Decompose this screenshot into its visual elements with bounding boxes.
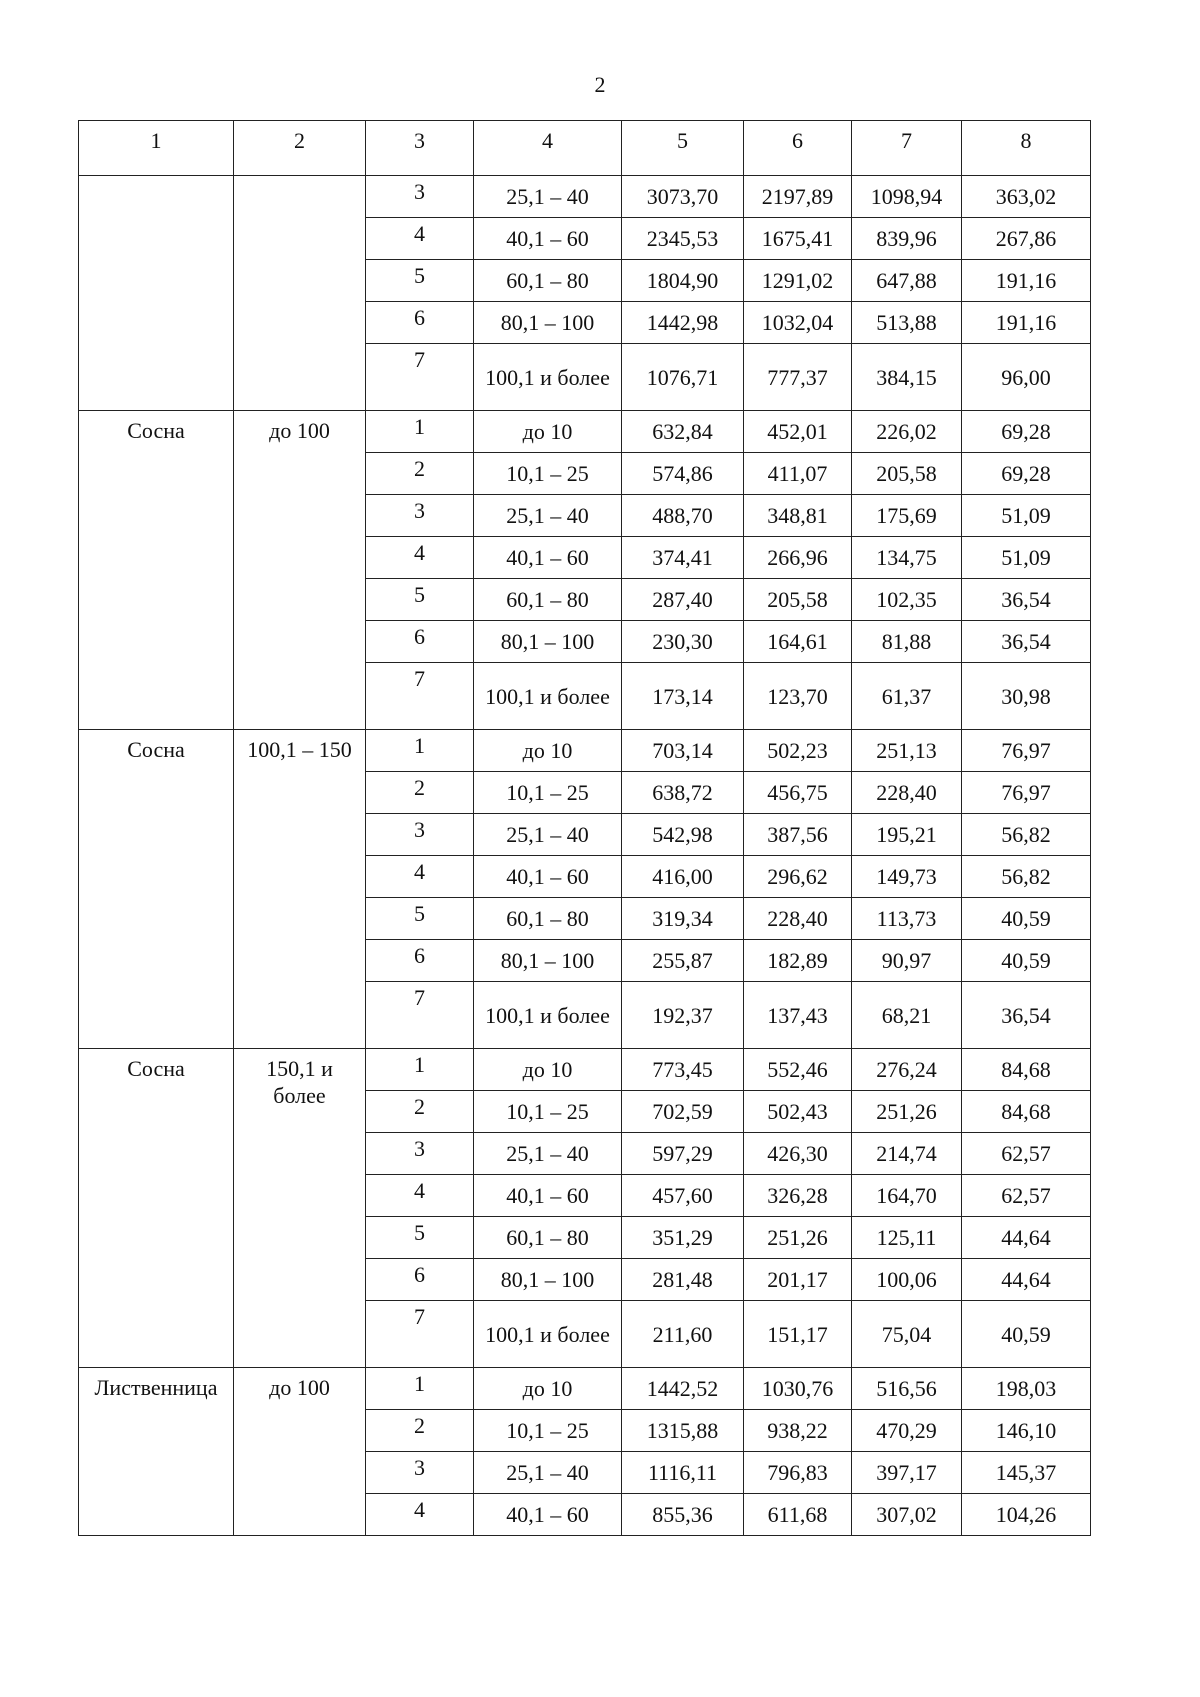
- age-cell: до 100: [234, 1368, 366, 1536]
- class-number-cell: 1: [366, 1368, 474, 1410]
- value-cell-8: 198,03: [962, 1368, 1091, 1410]
- value-cell-8: 51,09: [962, 495, 1091, 537]
- range-cell: до 10: [474, 1049, 622, 1091]
- value-cell-7: 647,88: [852, 260, 962, 302]
- value-cell-8: 84,68: [962, 1049, 1091, 1091]
- value-cell-8: 191,16: [962, 302, 1091, 344]
- table-header-row: [79, 121, 1091, 176]
- value-cell-6: 552,46: [744, 1049, 852, 1091]
- value-cell-8: 62,57: [962, 1133, 1091, 1175]
- value-cell-8: 145,37: [962, 1452, 1091, 1494]
- value-cell-7: 470,29: [852, 1410, 962, 1452]
- class-number-cell: 5: [366, 579, 474, 621]
- class-number-cell: 6: [366, 940, 474, 982]
- table-row: [79, 411, 1091, 453]
- range-cell: 40,1 – 60: [474, 218, 622, 260]
- range-cell: 80,1 – 100: [474, 940, 622, 982]
- value-cell-6: 228,40: [744, 898, 852, 940]
- range-cell: 10,1 – 25: [474, 1091, 622, 1133]
- class-number-cell: 3: [366, 1452, 474, 1494]
- value-cell-6: 777,37: [744, 344, 852, 411]
- value-cell-7: 513,88: [852, 302, 962, 344]
- value-cell-6: 296,62: [744, 856, 852, 898]
- value-cell-5: 1442,98: [622, 302, 744, 344]
- range-cell: 10,1 – 25: [474, 772, 622, 814]
- range-cell: 100,1 и более: [474, 344, 622, 411]
- value-cell-7: 251,13: [852, 730, 962, 772]
- value-cell-6: 205,58: [744, 579, 852, 621]
- table-row: [79, 730, 1091, 772]
- range-cell: 40,1 – 60: [474, 537, 622, 579]
- header-cell: 2: [234, 121, 366, 176]
- value-cell-7: 102,35: [852, 579, 962, 621]
- value-cell-5: 488,70: [622, 495, 744, 537]
- value-cell-5: 255,87: [622, 940, 744, 982]
- value-cell-5: 1116,11: [622, 1452, 744, 1494]
- value-cell-6: 1030,76: [744, 1368, 852, 1410]
- value-cell-6: 348,81: [744, 495, 852, 537]
- value-cell-6: 266,96: [744, 537, 852, 579]
- value-cell-8: 267,86: [962, 218, 1091, 260]
- class-number-cell: 7: [366, 1301, 474, 1368]
- species-cell: Сосна: [79, 1049, 234, 1368]
- header-cell: 4: [474, 121, 622, 176]
- value-cell-7: 307,02: [852, 1494, 962, 1536]
- value-cell-5: 702,59: [622, 1091, 744, 1133]
- value-cell-8: 40,59: [962, 1301, 1091, 1368]
- value-cell-5: 374,41: [622, 537, 744, 579]
- value-cell-6: 411,07: [744, 453, 852, 495]
- range-cell: 40,1 – 60: [474, 856, 622, 898]
- value-cell-7: 125,11: [852, 1217, 962, 1259]
- value-cell-8: 76,97: [962, 772, 1091, 814]
- class-number-cell: 4: [366, 856, 474, 898]
- value-cell-7: 134,75: [852, 537, 962, 579]
- value-cell-8: 56,82: [962, 856, 1091, 898]
- page-number: 2: [594, 72, 606, 97]
- header-cell: 1: [79, 121, 234, 176]
- range-cell: 60,1 – 80: [474, 1217, 622, 1259]
- value-cell-8: 363,02: [962, 176, 1091, 218]
- value-cell-5: 173,14: [622, 663, 744, 730]
- value-cell-6: 1291,02: [744, 260, 852, 302]
- class-number-cell: 6: [366, 621, 474, 663]
- value-cell-8: 96,00: [962, 344, 1091, 411]
- price-table: [78, 120, 1091, 1536]
- table-row: [79, 1368, 1091, 1410]
- value-cell-5: 457,60: [622, 1175, 744, 1217]
- value-cell-5: 597,29: [622, 1133, 744, 1175]
- value-cell-7: 205,58: [852, 453, 962, 495]
- value-cell-8: 146,10: [962, 1410, 1091, 1452]
- species-cell: Сосна: [79, 730, 234, 1049]
- range-cell: 100,1 и более: [474, 982, 622, 1049]
- value-cell-6: 164,61: [744, 621, 852, 663]
- species-cell: [79, 176, 234, 411]
- value-cell-7: 90,97: [852, 940, 962, 982]
- value-cell-7: 113,73: [852, 898, 962, 940]
- value-cell-6: 796,83: [744, 1452, 852, 1494]
- value-cell-8: 44,64: [962, 1259, 1091, 1301]
- class-number-cell: 4: [366, 1175, 474, 1217]
- value-cell-5: 1442,52: [622, 1368, 744, 1410]
- value-cell-7: 226,02: [852, 411, 962, 453]
- range-cell: до 10: [474, 411, 622, 453]
- range-cell: 80,1 – 100: [474, 1259, 622, 1301]
- range-cell: 100,1 и более: [474, 663, 622, 730]
- value-cell-6: 1032,04: [744, 302, 852, 344]
- value-cell-7: 276,24: [852, 1049, 962, 1091]
- value-cell-7: 149,73: [852, 856, 962, 898]
- class-number-cell: 2: [366, 772, 474, 814]
- species-cell: Сосна: [79, 411, 234, 730]
- range-cell: 80,1 – 100: [474, 302, 622, 344]
- age-cell: [234, 176, 366, 411]
- class-number-cell: 2: [366, 1091, 474, 1133]
- range-cell: 25,1 – 40: [474, 495, 622, 537]
- value-cell-5: 416,00: [622, 856, 744, 898]
- value-cell-7: 397,17: [852, 1452, 962, 1494]
- value-cell-6: 502,43: [744, 1091, 852, 1133]
- value-cell-8: 51,09: [962, 537, 1091, 579]
- value-cell-7: 175,69: [852, 495, 962, 537]
- range-cell: 100,1 и более: [474, 1301, 622, 1368]
- value-cell-8: 84,68: [962, 1091, 1091, 1133]
- header-cell: 8: [962, 121, 1091, 176]
- value-cell-6: 251,26: [744, 1217, 852, 1259]
- value-cell-5: 2345,53: [622, 218, 744, 260]
- value-cell-7: 81,88: [852, 621, 962, 663]
- value-cell-5: 319,34: [622, 898, 744, 940]
- range-cell: 25,1 – 40: [474, 1133, 622, 1175]
- value-cell-7: 228,40: [852, 772, 962, 814]
- value-cell-8: 40,59: [962, 898, 1091, 940]
- value-cell-6: 151,17: [744, 1301, 852, 1368]
- value-cell-8: 56,82: [962, 814, 1091, 856]
- range-cell: до 10: [474, 730, 622, 772]
- value-cell-6: 387,56: [744, 814, 852, 856]
- range-cell: 40,1 – 60: [474, 1494, 622, 1536]
- range-cell: 10,1 – 25: [474, 1410, 622, 1452]
- value-cell-5: 542,98: [622, 814, 744, 856]
- value-cell-8: 44,64: [962, 1217, 1091, 1259]
- range-cell: 60,1 – 80: [474, 260, 622, 302]
- class-number-cell: 7: [366, 344, 474, 411]
- range-cell: 25,1 – 40: [474, 176, 622, 218]
- class-number-cell: 4: [366, 537, 474, 579]
- range-cell: 10,1 – 25: [474, 453, 622, 495]
- range-cell: до 10: [474, 1368, 622, 1410]
- value-cell-7: 195,21: [852, 814, 962, 856]
- value-cell-5: 632,84: [622, 411, 744, 453]
- class-number-cell: 3: [366, 495, 474, 537]
- value-cell-8: 40,59: [962, 940, 1091, 982]
- value-cell-8: 69,28: [962, 453, 1091, 495]
- range-cell: 25,1 – 40: [474, 1452, 622, 1494]
- value-cell-7: 68,21: [852, 982, 962, 1049]
- range-cell: 80,1 – 100: [474, 621, 622, 663]
- class-number-cell: 7: [366, 982, 474, 1049]
- class-number-cell: 3: [366, 1133, 474, 1175]
- value-cell-5: 1076,71: [622, 344, 744, 411]
- range-cell: 25,1 – 40: [474, 814, 622, 856]
- range-cell: 60,1 – 80: [474, 579, 622, 621]
- class-number-cell: 3: [366, 176, 474, 218]
- value-cell-6: 182,89: [744, 940, 852, 982]
- class-number-cell: 4: [366, 1494, 474, 1536]
- table-row: [79, 1049, 1091, 1091]
- value-cell-5: 192,37: [622, 982, 744, 1049]
- value-cell-5: 574,86: [622, 453, 744, 495]
- age-cell: 150,1 и более: [234, 1049, 366, 1368]
- header-cell: 6: [744, 121, 852, 176]
- class-number-cell: 4: [366, 218, 474, 260]
- value-cell-7: 214,74: [852, 1133, 962, 1175]
- value-cell-8: 76,97: [962, 730, 1091, 772]
- value-cell-7: 100,06: [852, 1259, 962, 1301]
- value-cell-7: 1098,94: [852, 176, 962, 218]
- value-cell-8: 36,54: [962, 579, 1091, 621]
- value-cell-6: 452,01: [744, 411, 852, 453]
- class-number-cell: 5: [366, 898, 474, 940]
- header-cell: 7: [852, 121, 962, 176]
- age-cell: 100,1 – 150: [234, 730, 366, 1049]
- table-row: [79, 176, 1091, 218]
- class-number-cell: 5: [366, 260, 474, 302]
- value-cell-6: 2197,89: [744, 176, 852, 218]
- value-cell-7: 61,37: [852, 663, 962, 730]
- value-cell-6: 938,22: [744, 1410, 852, 1452]
- value-cell-5: 351,29: [622, 1217, 744, 1259]
- value-cell-5: 1315,88: [622, 1410, 744, 1452]
- value-cell-6: 123,70: [744, 663, 852, 730]
- value-cell-6: 456,75: [744, 772, 852, 814]
- value-cell-6: 611,68: [744, 1494, 852, 1536]
- class-number-cell: 6: [366, 302, 474, 344]
- age-cell: до 100: [234, 411, 366, 730]
- value-cell-6: 502,23: [744, 730, 852, 772]
- value-cell-7: 516,56: [852, 1368, 962, 1410]
- value-cell-5: 3073,70: [622, 176, 744, 218]
- value-cell-6: 137,43: [744, 982, 852, 1049]
- class-number-cell: 3: [366, 814, 474, 856]
- value-cell-5: 855,36: [622, 1494, 744, 1536]
- value-cell-5: 281,48: [622, 1259, 744, 1301]
- value-cell-6: 1675,41: [744, 218, 852, 260]
- value-cell-5: 638,72: [622, 772, 744, 814]
- species-cell: Лиственница: [79, 1368, 234, 1536]
- class-number-cell: 2: [366, 453, 474, 495]
- class-number-cell: 5: [366, 1217, 474, 1259]
- value-cell-5: 211,60: [622, 1301, 744, 1368]
- value-cell-8: 62,57: [962, 1175, 1091, 1217]
- value-cell-5: 287,40: [622, 579, 744, 621]
- value-cell-7: 251,26: [852, 1091, 962, 1133]
- value-cell-8: 30,98: [962, 663, 1091, 730]
- class-number-cell: 2: [366, 1410, 474, 1452]
- value-cell-7: 164,70: [852, 1175, 962, 1217]
- value-cell-7: 75,04: [852, 1301, 962, 1368]
- class-number-cell: 1: [366, 730, 474, 772]
- value-cell-8: 36,54: [962, 621, 1091, 663]
- value-cell-6: 201,17: [744, 1259, 852, 1301]
- value-cell-8: 36,54: [962, 982, 1091, 1049]
- header-cell: 5: [622, 121, 744, 176]
- range-cell: 40,1 – 60: [474, 1175, 622, 1217]
- value-cell-5: 773,45: [622, 1049, 744, 1091]
- value-cell-5: 1804,90: [622, 260, 744, 302]
- header-cell: 3: [366, 121, 474, 176]
- table-body: [79, 121, 1091, 1536]
- class-number-cell: 1: [366, 411, 474, 453]
- value-cell-8: 191,16: [962, 260, 1091, 302]
- value-cell-5: 230,30: [622, 621, 744, 663]
- value-cell-5: 703,14: [622, 730, 744, 772]
- value-cell-8: 69,28: [962, 411, 1091, 453]
- range-cell: 60,1 – 80: [474, 898, 622, 940]
- value-cell-8: 104,26: [962, 1494, 1091, 1536]
- value-cell-6: 426,30: [744, 1133, 852, 1175]
- class-number-cell: 7: [366, 663, 474, 730]
- value-cell-7: 839,96: [852, 218, 962, 260]
- value-cell-6: 326,28: [744, 1175, 852, 1217]
- class-number-cell: 1: [366, 1049, 474, 1091]
- value-cell-7: 384,15: [852, 344, 962, 411]
- class-number-cell: 6: [366, 1259, 474, 1301]
